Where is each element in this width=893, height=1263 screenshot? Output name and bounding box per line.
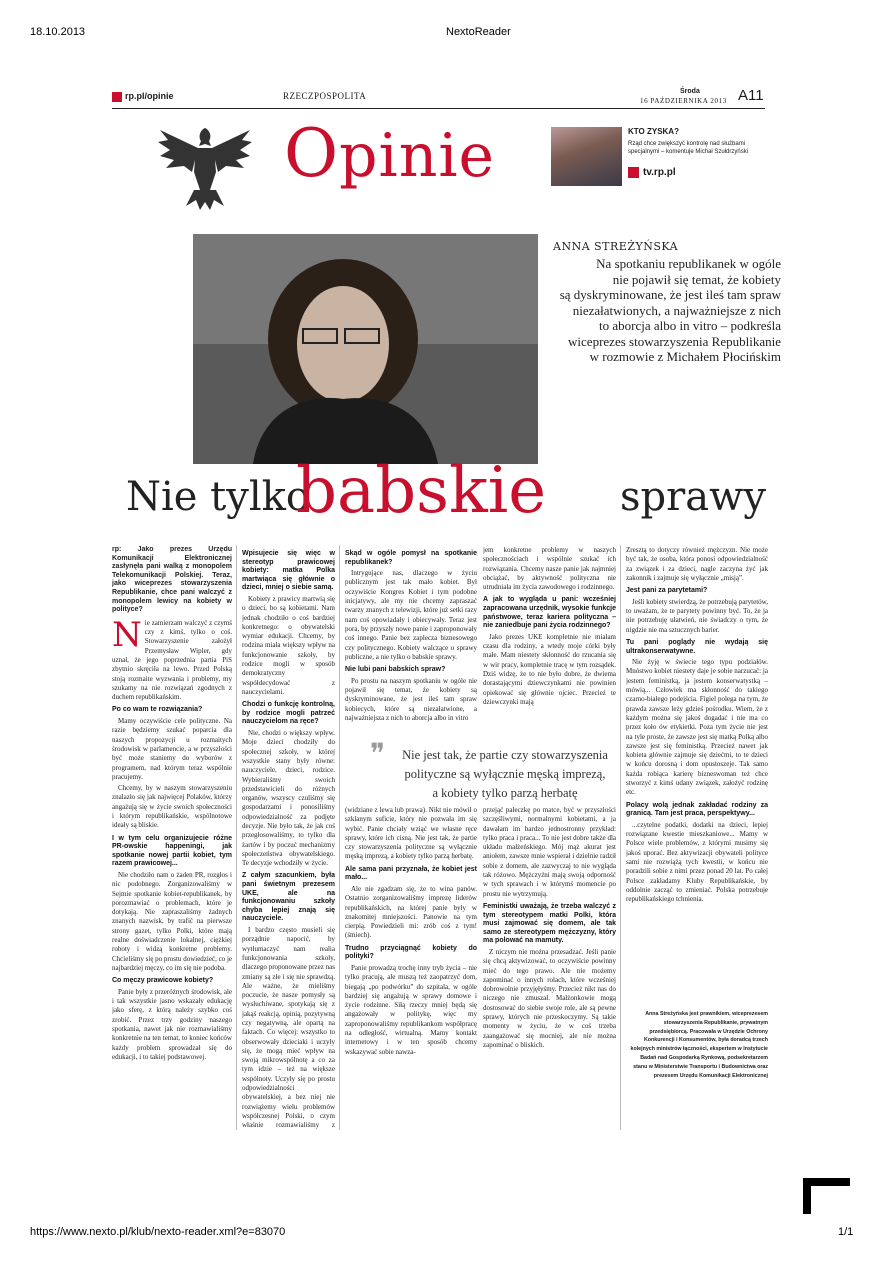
promo-text: Rząd chce zwiększyć kontrolę nad służbami specjalnymi – komentuje Michał Szułdrzyński — [628, 141, 749, 155]
intro-line: niezałatwionych, a najważniejsze z nich — [572, 302, 781, 318]
paragraph: Chcemy, by w naszym stowarzyszeniu znalazło się jak najwięcej Polaków, którzy angażują się w życie swoich społeczności i którym republikańskie, wspólnotowe ideały są bliskie. — [112, 784, 232, 830]
paragraph: Panie prowadzą trochę inny tryb życia – nie tylko pracują, ale muszą też zaopatrzyć dom, biegają „po podwórku” do szpitala, w ogóle bardziej się angażują w sprawy domowe i życie rodzinne. Siłą rzeczy mniej będą się angażowały w politykę, więc my zaproponowaliśmy republikankom współpracę na odległość, wirtualną. Mamy kontakt internetowy i w ten sposób chcemy wskazywać sobie nawza- — [345, 963, 477, 1056]
paragraph: Z niczym nie można przesadzać. Jeśli panie się chcą aktywizować, to oczywiście powinny mieć do tego prawo. Ale nie możemy zapominać o innych rolach, które wcześniej dobrowolnie przyjęłyśmy. Przecież nikt nas do niczego nie zmuszał. Małżonkowie mogą dostosować do siebie swoje role, ale są pewne sprawy, których nie przeskoczymy. Są takie momenty w życiu, że w coś trzeba zaangażować się mocniej, ale nie można zapominać o bliskich. — [483, 947, 616, 1049]
headline-part3: sprawy — [620, 474, 766, 520]
site-link[interactable]: rp.pl/opinie — [125, 91, 174, 101]
paragraph: Mamy oczywiście cele polityczne. Na razie będziemy szukać poparcia dla naszych propozycji u rozmaitych środowisk w parlamencie, a w przyszłości być może staniemy do wyborów z programem, nad którym teraz wspólnie pracujemy. — [112, 717, 232, 781]
intro-line: Na spotkaniu republikanek w ogóle — [596, 256, 781, 271]
interview-question: Feministki uważają, że trzeba walczyć z tym stereotypem matki Polki, która musi zajmować się domem, ale tak samo ze stereotypem mężczyzny, który ma polować na mamuty. — [483, 902, 616, 945]
paragraph: jem konkretne problemy w naszych społecznościach i wspólnie szukać ich rozwiązania. Chcemy nasze panie jak najmniej obciążać, by aktywność polityczna nie utrudniała im życia zawodowego i rodzinnego. — [483, 546, 616, 592]
section-title-rest: pinie — [339, 121, 496, 191]
pull-quote-mark: ❞ — [370, 737, 386, 770]
pull-quote — [395, 746, 615, 803]
author-name: ANNA STREŻYŃSKA — [553, 240, 679, 253]
pull-quote-line: Nie jest tak, że partie czy stowarzyszenia — [402, 748, 608, 762]
intro-line: to aborcja albo in vitro – podkreśla — [599, 318, 781, 333]
intro-line: nie pojawił się temat, że kobiety — [612, 271, 781, 287]
rp-logo-badge — [112, 92, 122, 102]
interview-question: Po co wam te rozwiązania? — [112, 706, 203, 714]
paragraph: ...czytelne podatki, dodatki na dzieci, lepiej rozwiązane kwestie mieszkaniowe... Mamy w Polsce wiele problemów, z którymi musimy się jakoś uporać. Bez aktywizacji obywateli polityce sami nie rozwiążą tych kwestii, w końcu nie poradzili sobie z nimi przez ponad 20 lat. Po całej Polsce zakładamy Kluby Republikańskie, by oddolnie zacząć to zmieniać. Polska potrzebuje republikańskiego tchnienia. — [626, 820, 768, 904]
pull-quote-line: polityczne są wyłącznie męską imprezą, — [404, 767, 606, 781]
interview-question: Chodzi o funkcję kontrolną, by rodzice mogli patrzeć nauczycielom na ręce? — [242, 701, 335, 726]
print-date: 18.10.2013 — [30, 26, 86, 38]
column-rule — [620, 545, 621, 1130]
interview-question: Ale sama pani przyznała, że kobiet jest mało... — [345, 865, 477, 882]
paragraph: Jako prezes UKE kompletnie nie miałam czasu dla rodziny, a wtedy moje córki były małe. Mam niestety skłonność do rzucania się w wir pracy, kompletnie tracę w tym rozsądek. Dziś widzę, że to nie było dobre, że dwiema dorastającymi dziewczynkami nie powinien opiekować się głównie ojciec. Przecież te dziewczynki mają — [483, 632, 616, 706]
paragraph: Nie żyję w świecie tego typu podziałów. Mnóstwo kobiet niestety daje je sobie narzucać: ja jestem feministką, ja jestem konserwatystką – mówią... Człowiek ma skłonność do takiego czarno-białego podejścia. Figiel polega na tym, że prawda zawsze leży gdzieś pośrodku. Wiem, że z każdym można się jakoś dogadać i nie ma co przez koło ów etykietki. Poza tym życie nie jest na tyle proste, że zawsze jest się matką Polką albo zawsze jest się feministką. Przecież nawet jak kobieta głównie zajmuje się dziećmi, to te dzieci w końcu dorosną i dom opustoszeje. Tak samo każda robiąca karierę bizneswoman też chce stworzyć z kimś udany związek, założyć rodzinę etc. — [626, 658, 768, 797]
article-column-1 — [112, 546, 232, 1131]
article-column-5 — [626, 546, 768, 1006]
headline-part1: Nie tylko — [126, 474, 310, 520]
pull-quote-line: a kobiety tylko parzą herbatę — [432, 786, 578, 800]
article-column-2 — [242, 546, 335, 1131]
article-column-3-upper — [345, 546, 477, 731]
interview-question: Jest pani za parytetami? — [626, 587, 708, 595]
article-column-3-lower — [345, 806, 477, 1131]
column-rule — [339, 545, 340, 1130]
masthead-rule — [112, 108, 765, 109]
interview-question: I w tym celu organizujecie różne PR-owskie happeningi, jak spotkanie nowej partii kobiet, tym razem prawicowej... — [112, 834, 232, 868]
paragraph: Nie, chodzi o większy wpływ. Moje dzieci chodziły do społecznej szkoły, w której wszystkie stany były równe: nauczyciele, dzieci, rodzice. Wybieraliśmy swoich przedstawicieli do różnych organów, wszyscy czuliśmy się gospodarzami i ponosiliśmy odpowiedzialność za podjęte decyzje. Nie było tak, że jak coś przegłosowaliśmy, to tylko dla żartów i by poczuć mechanizmy społeczeństwa obywatelskiego. Te decyzje wchodziły w życie. — [242, 729, 335, 868]
issue-day: Środa — [680, 88, 700, 95]
paragraph-text: ie zamierzam walczyć z czymś czy z kimś, tylko o coś. Stowarzyszenie założył Przemysław Wipler, gdy uznał, że jego poprzednia partia PiS zbytnio skręciła na lewo. Przed Polską stoją rozmaite wyzwania i problemy, my szukamy na nie rozwiązań zgodnych z duchem republikańskim. — [112, 618, 232, 702]
page-url[interactable]: https://www.nexto.pl/klub/nexto-reader.xml?e=83070 — [30, 1226, 286, 1238]
interview-lead-question: rp: Jako prezes Urzędu Komunikacji Elektronicznej zasłynęła pani walką z monopolem Telekomunikacji Polskiej. Teraz, jako wiceprezes stowarzyszenia Republikanie, chce pani walczyć z monopolem lewicy na kobiety w polityce? — [112, 546, 232, 614]
paragraph-with-dropcap — [112, 614, 232, 703]
promo-title: KTO ZYSKA? — [628, 127, 679, 136]
paragraph: Po prostu na naszym spotkaniu w ogóle nie pojawił się temat, że kobiety są dyskryminowane, że jest ileś tam spraw kobiecych, które są niezałatwione, a najważniejsza z nich to aborcja albo in vitro — [345, 676, 477, 722]
paragraph: Jeśli kobiety stwierdzą, że potrzebują parytetów, to uważam, że te parytety powinny być. To, że ja nie potrzebuję ułatwień, nie świadczy o tym, że nigdzie nie ma sztucznych barier. — [626, 597, 768, 634]
headline-part2: babskie — [296, 454, 547, 528]
intro-line: wiceprezes stowarzyszenia Republikanie — [568, 333, 781, 349]
paragraph: I bardzo często musieli się porządnie napocić, by wytłumaczyć nam realia funkcjonowania szkoły, dlaczego proponowane przez nas zmiany są złe i się nie sprawdzą. Ale ważne, że mieliśmy poczucie, że nasze pomysły są wysłuchiwane, spotykają się z jakąś reakcją, opinią, pozytywną czy negatywną, ale opartą na faktach. Co więcej: wszystko to obserwowały dzieciaki i uczyły się, że mogą mieć wpływ na swoją mikrowspólnotę a co za tym idzie – też na większe wspólnoty. Uczyły się po prostu odpowiedzialności obywatelskiej, a bez niej nie rozwiążemy wielu problemów współczesnej Polski, o czym właśnie rozmawialiśmy z — [242, 926, 335, 1130]
paragraph: Nie chodziło nam o żaden PR, rozgłos i nic podobnego. Zorganizowaliśmy w Sejmie spotkanie kobiet-republikanek, by porozmawiać o problemach, które je dotykają. Nie zapraszaliśmy żadnych znanych nazwisk, by trafić na pierwsze strony gazet, tylko Polki, które mają realne doświadczenie lokalnej, ciężkiej roboty i widzą konkretne problemy. Chcieliśmy się po prostu dowiedzieć, co je najbardziej męczy, co im się nie podoba. — [112, 870, 232, 972]
interview-question: A jak to wygląda u pani: wcześniej zapracowana urzędnik, wysokie funkcje państwowe, teraz kariera polityczna – nie zaniedbuje pani życia rodzinnego? — [483, 596, 616, 630]
interview-question: Polacy wolą jednak zakładać rodziny za granicą. Tam jest praca, perspektywy... — [626, 801, 768, 818]
headline — [120, 454, 770, 534]
author-bio: Anna Streżyńska jest prawnikiem, wiceprezesem stowarzyszenia Republikanie, prywatnym przedsiębiorcą. Pracowała w Urzędzie Ochrony Konkurencji i Konsumentów, była doradcą trzech kolejnych ministrów łączności, ekspertem w Instytucie Badań nad Gospodarką Rynkową, podsekretarzem stanu w Ministerstwie Transportu i Budownictwa oraz prezesem Urzędu Komunikacji Elektronicznej — [630, 1011, 768, 1079]
paragraph: Intrygujące nas, dlaczego w życiu publicznym jest tak mało kobiet. Był oczywiście Kongres Kobiet i tym podobne inicjatywy, ale my nie chcemy zapraszać twarzy znanych z telewizji, które już setki razy nam coś opowiadały i obiecywały. Teraz jest pora, by przyszły nowe panie i zaproponowały coś innego. Panie bez zaplecza biznesowego czy politycznego. Kobiety walczące o sprawy publiczne, a nie tylko o babskie sprawy. — [345, 569, 477, 661]
page-count: 1/1 — [838, 1226, 854, 1238]
app-title: NextoReader — [446, 26, 511, 38]
dropcap: N — [112, 614, 142, 655]
portrait-illustration — [193, 234, 538, 464]
paragraph: Ale nie zgadzam się, że to wina panów. Ostatnio zorganizowaliśmy imprezę liderów republikańskich, na której panie były w znakomitej mniejszości. Panowie na tym cierpią. Powiedzieli mi: zrób coś z tym! (śmiech). — [345, 884, 477, 940]
paragraph: Kobiety z prawicy martwią się o dzieci, bo są kobietami. Nam jednak chodziło o coś bardziej konkretnego: o obywatelski wymiar edukacji. Chcemy, by rodzina miała większy wpływ na funkcjonowanie szkoły, by rodzice mogli w sposób demokratyczny współdecydować z nauczycielami. — [242, 594, 335, 696]
page-number: A11 — [738, 87, 764, 104]
interview-question: Tu pani poglądy nie wydają się ultrakonserwatywne. — [626, 638, 768, 655]
paragraph: Panie były z przeróżnych środowisk, ale i tak wszystkie jasno wskazały edukację jako sferę, z którą należy szybko coś zrobić. Przez trzy godziny naszego spotkania, nawet jak nie rozmawialiśmy konkretnie na ten temat, to koniec końców każdy problem sprowadzał się do edukacji, i to takiej podstawowej. — [112, 987, 232, 1061]
interviewee-photo — [193, 234, 538, 464]
intro-line: są dyskryminowane, że jest ileś tam spraw — [559, 287, 781, 302]
tv-link[interactable]: tv.rp.pl — [643, 167, 676, 178]
tv-logo-badge — [628, 167, 639, 178]
promo-photo[interactable] — [551, 127, 622, 186]
corner-mark-vertical — [803, 1178, 811, 1214]
intro-text — [497, 256, 781, 365]
issue-date: 16 PAŹDZIERNIKA 2013 — [640, 97, 727, 105]
article-column-4-upper — [483, 546, 616, 731]
eagle-emblem-icon — [150, 110, 260, 220]
paragraph: przejąć pałeczkę po matce, być w przyszłości szczęśliwymi, normalnymi kobietami, a ja dawałam im bardzo jednostronny przykład: tylko praca i praca... To nie jest dobre także dla układu małżeńskiego. Mój mąż akurat jest aniołem, zawsze mnie wspierał i dzielnie radził sobie z domem, ale zazwyczaj to nie wygląda tak różowo. Mężczyźni mają swoją odporność w tych sprawach i w którymś momencie po prostu nie wytrzymują. — [483, 806, 616, 898]
paper-name: RZECZPOSPOLITA — [283, 91, 367, 101]
interview-question: Skąd w ogóle pomysł na spotkanie republikanek? — [345, 550, 477, 566]
intro-line: w rozmowie z Michałem Płocińskim — [589, 349, 781, 364]
paragraph: Zresztą to dotyczy również mężczyzn. Nie może być tak, że osoba, która ponosi odpowiedzialność za związek i za dzieci, nagle zaczyna żyć jak zakonnik i zajmuje się wyłącznie „misją”. — [626, 546, 768, 582]
section-title-initial: O — [284, 115, 340, 192]
column-rule — [236, 545, 237, 1130]
interview-question: Nie lubi pani babskich spraw? — [345, 666, 446, 674]
section-title — [284, 114, 495, 196]
interview-question: Wpisujecie się więc w stereotyp prawicowej kobiety: matka Polka martwiąca się głównie o dzieci, mniej o siebie samą. — [242, 550, 335, 592]
article-column-4-lower — [483, 806, 616, 1131]
paragraph: (widziane z lewa lub prawa). Nikt nie mówił o szklanym suficie, który nie pozwala im się wybić. Panie chciały wziąć we własne ręce sprawy, które ich cisną. Nie jest tak, że partie czy stowarzyszenia polityczne są wyłącznie męską imprezą, a kobiety tylko parzą herbatę. — [345, 806, 477, 861]
interview-question: Co męczy prawicowe kobiety? — [112, 977, 214, 985]
interview-question: Z całym szacunkiem, była pani świetnym prezesem UKE, ale na funkcjonowaniu szkoły chyba lepiej znają się nauczyciele. — [242, 872, 335, 923]
interview-question: Trudno przyciągnąć kobiety do polityki? — [345, 944, 477, 961]
